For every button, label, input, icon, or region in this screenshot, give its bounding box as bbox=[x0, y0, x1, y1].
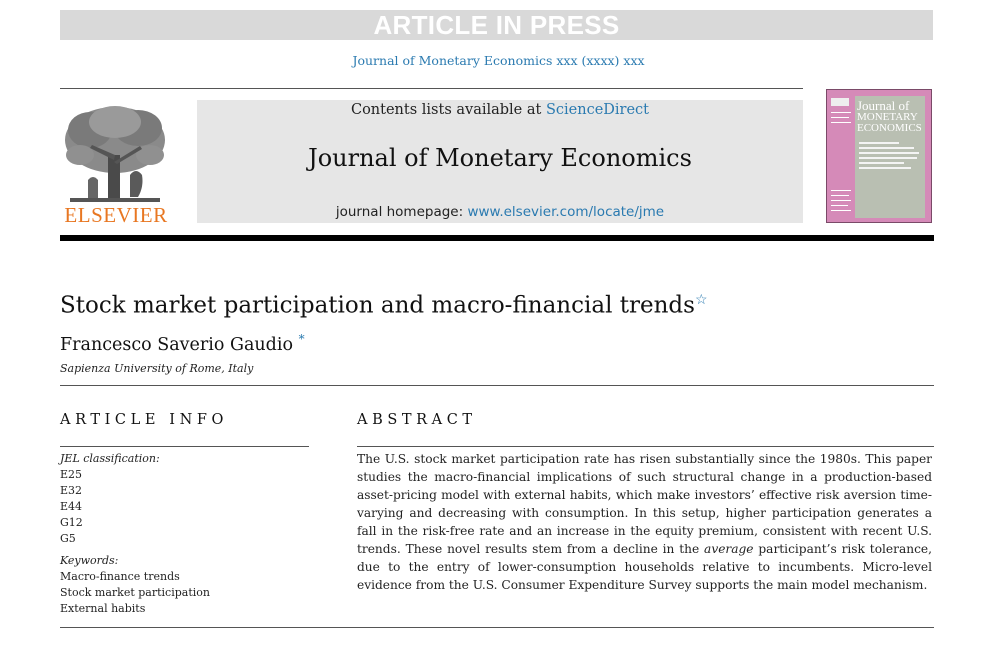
journal-header-box bbox=[197, 100, 803, 223]
jel-label: JEL classification: bbox=[60, 452, 160, 465]
keyword: Stock market participation bbox=[60, 586, 210, 599]
title-footnote-star-icon[interactable]: ☆ bbox=[694, 292, 708, 308]
title-divider bbox=[60, 385, 934, 386]
footer-divider bbox=[60, 627, 934, 628]
abstract-emphasis: average bbox=[704, 542, 754, 556]
keyword: Macro-finance trends bbox=[60, 570, 180, 583]
article-info-heading: ARTICLE INFO bbox=[60, 412, 229, 428]
header-divider bbox=[60, 88, 803, 89]
abstract-text-part-1: The U.S. stock market participation rate has risen substantially since the 1980s. This paper studies the macro-financial implications of such structural change in a production-based asset-pricing model with external habits, which make investors’ effective risk aversion time-varying and decreasing with consumption. In this setup, higher participation generates a fall in the risk-free rate and an increase in the equity premium, consistent with recent U.S. trends. These novel results stem from a decline in the bbox=[357, 452, 932, 556]
article-title bbox=[60, 292, 708, 319]
homepage-line bbox=[197, 204, 803, 220]
article-info-rule bbox=[60, 446, 309, 447]
homepage-link[interactable]: www.elsevier.com/locate/jme bbox=[467, 204, 665, 220]
affiliation: Sapienza University of Rome, Italy bbox=[60, 362, 254, 375]
author-name[interactable]: Francesco Saverio Gaudio bbox=[60, 334, 293, 355]
keywords-label: Keywords: bbox=[60, 554, 119, 567]
abstract-text-part-2: participant’s risk tolerance, due to the entry of lower-consumption households relative to incumbents. Micro-level evidence from the U.S. Consumer Expenditure Survey supports the main model mechanism. bbox=[357, 542, 932, 592]
journal-title: Journal of Monetary Economics bbox=[308, 144, 692, 172]
sciencedirect-link[interactable]: ScienceDirect bbox=[545, 102, 650, 118]
article-title-text: Stock market participation and macro-financial trends bbox=[60, 292, 695, 319]
article-info-panel bbox=[60, 451, 310, 617]
elsevier-wordmark: ELSEVIER bbox=[64, 203, 168, 227]
abstract-heading: ABSTRACT bbox=[357, 412, 477, 428]
contents-line bbox=[197, 102, 803, 118]
jel-code: E32 bbox=[60, 484, 83, 497]
cover-title-line-1: Journal of bbox=[857, 98, 910, 113]
contents-prefix: Contents lists available at bbox=[350, 102, 546, 118]
jel-code: E44 bbox=[60, 500, 83, 513]
article-in-press-banner: ARTICLE IN PRESS bbox=[60, 10, 933, 40]
cover-title-line-3: ECONOMICS bbox=[857, 122, 922, 134]
cover-title bbox=[857, 100, 922, 134]
journal-reference-link[interactable]: Journal of Monetary Economics xxx (xxxx) xxx bbox=[352, 53, 645, 68]
header-thick-rule bbox=[60, 235, 934, 241]
abstract-text bbox=[357, 450, 932, 594]
jel-code: G12 bbox=[60, 516, 83, 529]
homepage-prefix: journal homepage: bbox=[335, 204, 468, 220]
corresponding-author-mark[interactable]: * bbox=[298, 332, 305, 346]
keyword: External habits bbox=[60, 602, 146, 615]
jel-code: E25 bbox=[60, 468, 83, 481]
author-line bbox=[60, 332, 305, 355]
abstract-rule bbox=[357, 446, 934, 447]
cover-title-line-2: MONETARY bbox=[857, 111, 918, 123]
jel-code: G5 bbox=[60, 532, 76, 545]
journal-cover-thumbnail[interactable] bbox=[826, 89, 932, 223]
